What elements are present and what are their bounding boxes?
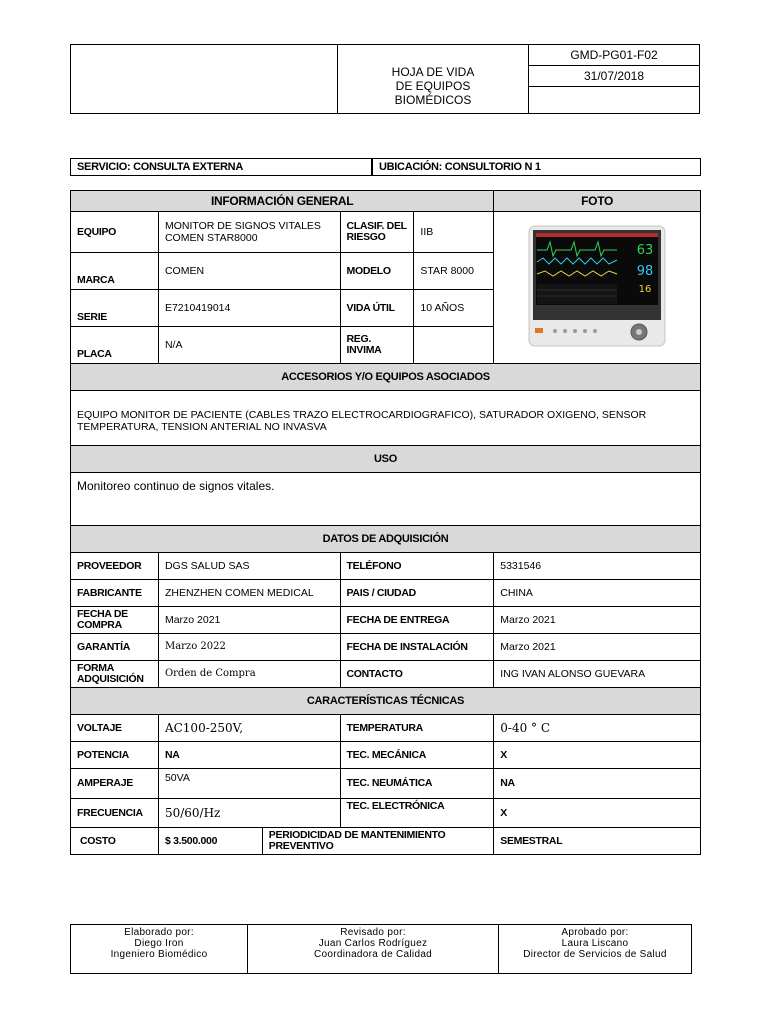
invima-value xyxy=(414,327,494,364)
document-header xyxy=(70,44,700,114)
tec-neumatica-label: TEC. NEUMÁTICA xyxy=(340,769,494,799)
serie-label: SERIE xyxy=(71,290,159,327)
photo-header: FOTO xyxy=(494,191,701,212)
logo-area xyxy=(71,45,338,114)
uso-text: Monitoreo continuo de signos vitales. xyxy=(71,473,701,526)
telefono-label: TELÉFONO xyxy=(340,553,494,580)
modelo-value: STAR 8000 xyxy=(414,253,494,290)
elaborado-cell xyxy=(71,925,248,974)
temperatura-value: 0-40 ° C xyxy=(494,715,701,742)
placa-label: PLACA xyxy=(71,327,159,364)
pais-value: CHINA xyxy=(494,580,701,607)
fecha-entrega-value: Marzo 2021 xyxy=(494,607,701,634)
equipo-value: MONITOR DE SIGNOS VITALES COMEN STAR8000 xyxy=(158,212,340,253)
document-title xyxy=(338,45,529,114)
telefono-value: 5331546 xyxy=(494,553,701,580)
accessories-text: EQUIPO MONITOR DE PACIENTE (CABLES TRAZO ELECTROCARDIOGRAFICO), SATURADOR OXIGENO, SENSOR TEMPERATURA, TENSION ANTERIAL NO INVASVA xyxy=(71,391,701,446)
fabricante-label: FABRICANTE xyxy=(71,580,159,607)
contacto-value: ING IVAN ALONSO GUEVARA xyxy=(494,661,701,688)
elaborado-role: Ingeniero Biomédico xyxy=(110,949,208,960)
fabricante-value: ZHENZHEN COMEN MEDICAL xyxy=(158,580,340,607)
costo-label: COSTO xyxy=(71,828,159,855)
periodicidad-value: SEMESTRAL xyxy=(494,828,701,855)
tec-neumatica-value: NA xyxy=(494,769,701,799)
document-title-line-1: HOJA DE VIDA xyxy=(391,65,475,79)
periodicidad-label: PERIODICIDAD DE MANTENIMIENTO PREVENTIVO xyxy=(262,828,493,855)
accessories-header: ACCESORIOS Y/O EQUIPOS ASOCIADOS xyxy=(71,364,701,391)
document-code: GMD-PG01-F02 xyxy=(529,45,700,66)
fecha-instalacion-value: Marzo 2021 xyxy=(494,634,701,661)
forma-adquisicion-label: FORMA ADQUISICIÓN xyxy=(71,661,159,688)
costo-value: $ 3.500.000 xyxy=(158,828,262,855)
spo2-readout: 98 xyxy=(636,264,654,279)
clasif-label: CLASIF. DEL RIESGO xyxy=(340,212,414,253)
document-title-line-3: BIOMÉDICOS xyxy=(394,93,472,107)
patient-monitor-image xyxy=(527,224,667,348)
signatures-footer xyxy=(70,924,692,974)
amperaje-label: AMPERAJE xyxy=(71,769,159,799)
acquisition-header: DATOS DE ADQUISICIÓN xyxy=(71,526,701,553)
tec-electronica-label: TEC. ELECTRÓNICA xyxy=(340,799,494,828)
fecha-instalacion-label: FECHA DE INSTALACIÓN xyxy=(340,634,494,661)
aprobado-label: Aprobado por: xyxy=(561,927,629,938)
uso-header: USO xyxy=(71,446,701,473)
revisado-name: Juan Carlos Rodríguez xyxy=(318,938,428,949)
invima-label: REG. INVIMA xyxy=(340,327,414,364)
fecha-compra-value: Marzo 2021 xyxy=(158,607,340,634)
document-date: 31/07/2018 xyxy=(529,66,700,87)
potencia-label: POTENCIA xyxy=(71,742,159,769)
aprobado-role: Director de Servicios de Salud xyxy=(523,949,667,960)
tec-mecanica-value: X xyxy=(494,742,701,769)
forma-adquisicion-value: Orden de Compra xyxy=(158,661,340,688)
location-field: UBICACIÓN: CONSULTORIO N 1 xyxy=(372,158,701,176)
pais-label: PAIS / CIUDAD xyxy=(340,580,494,607)
equipment-sheet xyxy=(70,190,701,855)
revisado-label: Revisado por: xyxy=(340,927,406,938)
garantia-value: Marzo 2022 xyxy=(158,634,340,661)
elaborado-label: Elaborado por: xyxy=(124,927,194,938)
serie-value: E7210419014 xyxy=(158,290,340,327)
voltaje-value: AC100-250V, xyxy=(158,715,340,742)
revisado-cell xyxy=(248,925,499,974)
aprobado-cell xyxy=(499,925,692,974)
vida-util-label: VIDA ÚTIL xyxy=(340,290,414,327)
modelo-label: MODELO xyxy=(340,253,414,290)
proveedor-value: DGS SALUD SAS xyxy=(158,553,340,580)
tec-electronica-value: X xyxy=(494,799,701,828)
hr-readout: 63 xyxy=(636,243,654,258)
vida-util-value: 10 AÑOS xyxy=(414,290,494,327)
contacto-label: CONTACTO xyxy=(340,661,494,688)
amperaje-value: 50VA xyxy=(158,769,340,799)
service-field: SERVICIO: CONSULTA EXTERNA xyxy=(70,158,372,176)
document-title-line-2: DE EQUIPOS xyxy=(395,79,471,93)
placa-value: N/A xyxy=(158,327,340,364)
fecha-compra-label: FECHA DE COMPRA xyxy=(71,607,159,634)
equipment-photo xyxy=(494,212,701,364)
fecha-entrega-label: FECHA DE ENTREGA xyxy=(340,607,494,634)
temp-readout: 16 xyxy=(638,284,652,295)
marca-label: MARCA xyxy=(71,253,159,290)
garantia-label: GARANTÍA xyxy=(71,634,159,661)
document-header-empty xyxy=(529,87,700,114)
potencia-value: NA xyxy=(158,742,340,769)
voltaje-label: VOLTAJE xyxy=(71,715,159,742)
aprobado-name: Laura Liscano xyxy=(561,938,629,949)
frecuencia-value: 50/60/Hz xyxy=(158,799,340,828)
elaborado-name: Diego Iron xyxy=(134,938,184,949)
temperatura-label: TEMPERATURA xyxy=(340,715,494,742)
marca-value: COMEN xyxy=(158,253,340,290)
technical-header: CARACTERÍSTICAS TÉCNICAS xyxy=(71,688,701,715)
general-info-header: INFORMACIÓN GENERAL xyxy=(71,191,494,212)
proveedor-label: PROVEEDOR xyxy=(71,553,159,580)
equipo-label: EQUIPO xyxy=(71,212,159,253)
revisado-role: Coordinadora de Calidad xyxy=(313,949,433,960)
frecuencia-label: FRECUENCIA xyxy=(71,799,159,828)
tec-mecanica-label: TEC. MECÁNICA xyxy=(340,742,494,769)
clasif-value: IIB xyxy=(414,212,494,253)
